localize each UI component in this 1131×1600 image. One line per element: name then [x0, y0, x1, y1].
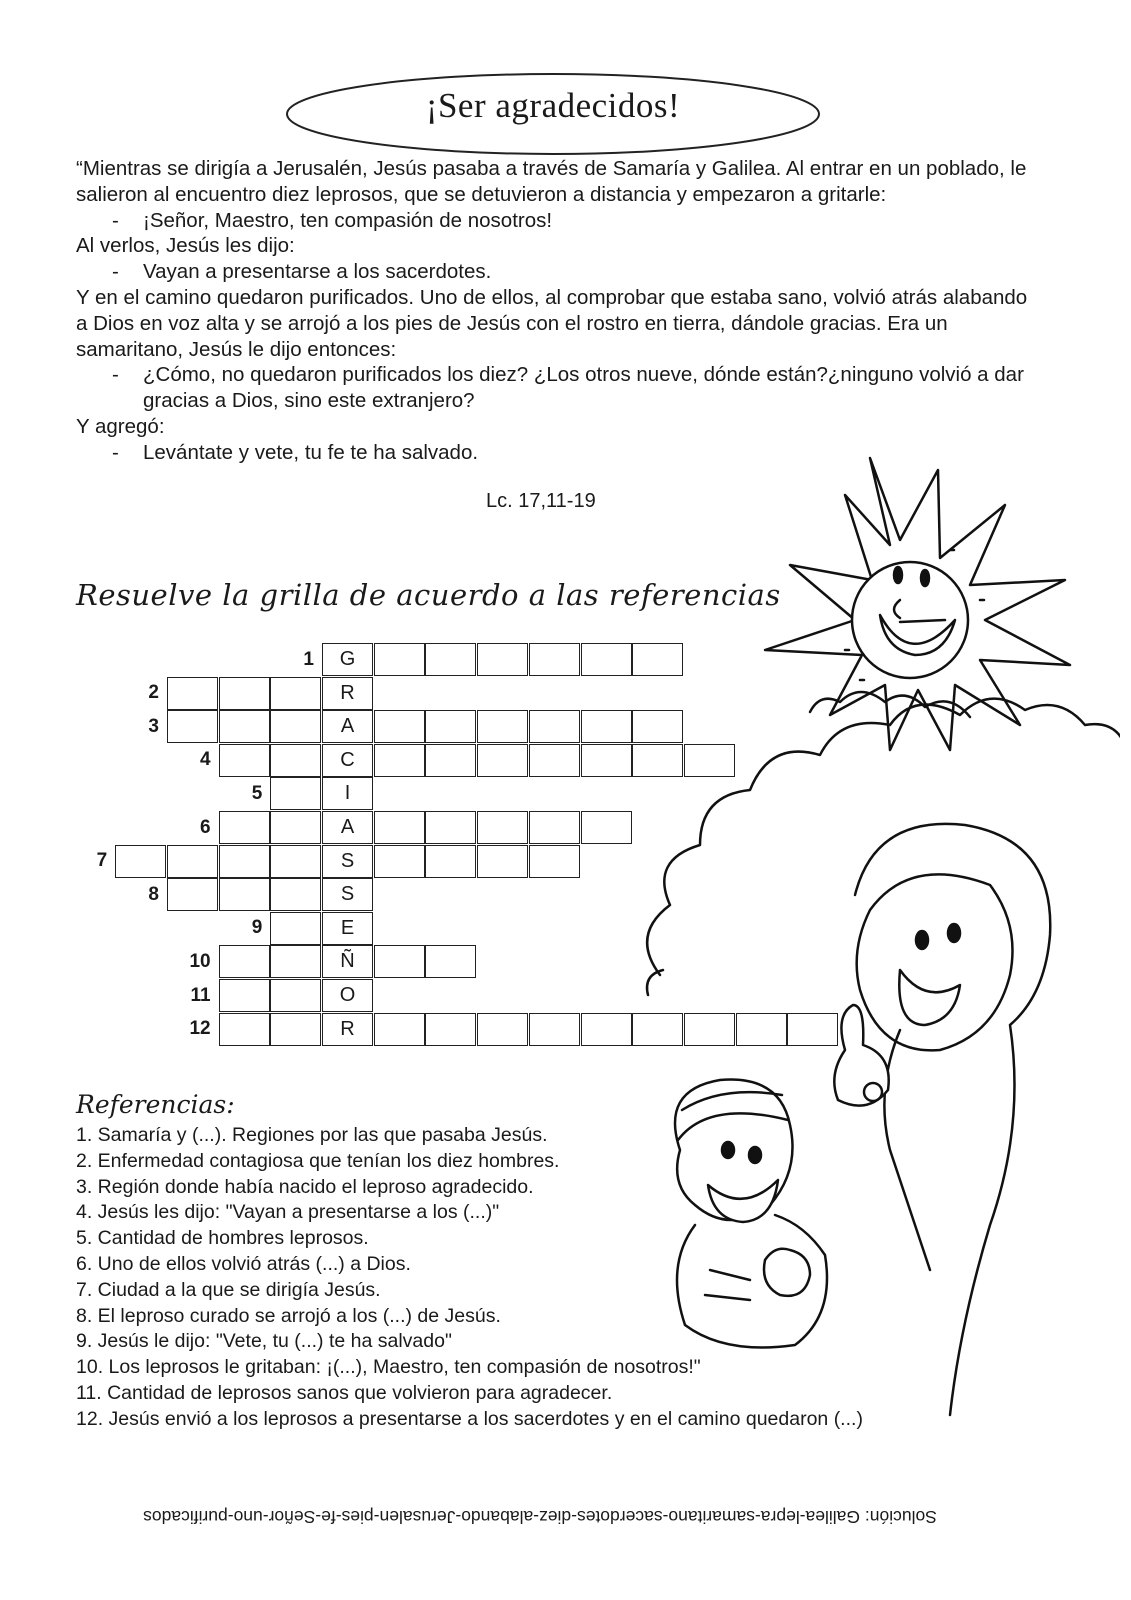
clue-number: 4 [200, 749, 211, 771]
crossword-cell[interactable] [374, 845, 425, 878]
reference-item: 7. Ciudad a la que se dirigía Jesús. [76, 1278, 381, 1301]
crossword-cell[interactable] [270, 777, 321, 810]
crossword-cell[interactable] [425, 811, 476, 844]
crossword-cell[interactable] [374, 945, 425, 978]
clue-number: 1 [303, 648, 314, 670]
crossword-cell[interactable] [270, 878, 321, 911]
quote-text: ¡Señor, Maestro, ten compasión de nosotros! [143, 208, 553, 232]
crossword-cell[interactable] [270, 677, 321, 710]
crossword-cell[interactable] [374, 811, 425, 844]
key-letter-cell: C [322, 744, 373, 777]
reference-item: 2. Enfermedad contagiosa que tenían los diez hombres. [76, 1149, 560, 1172]
crossword-cell[interactable] [374, 643, 425, 676]
crossword-cell[interactable] [219, 811, 270, 844]
crossword-cell[interactable] [529, 643, 580, 676]
clue-number: 5 [251, 782, 263, 804]
crossword-cell[interactable] [167, 677, 218, 710]
crossword-cell[interactable] [632, 643, 683, 676]
clue-number: 12 [189, 1018, 211, 1040]
crossword-cell[interactable] [632, 710, 683, 743]
citation: Lc. 17,11-19 [486, 490, 596, 512]
key-letter-cell: A [322, 710, 373, 743]
crossword-cell[interactable] [219, 677, 270, 710]
reference-item: 3. Región donde había nacido el leproso agradecido. [76, 1175, 534, 1198]
passage-paragraph: Y en el camino quedaron purificados. Uno de ellos, al comprobar que estaba sano, volvió atrás alabando a Dios en voz alta y se arrojó a los pies de Jesús con el rostro en tierra, dándole gracias. Era un samaritano, Jesús le dijo entonces: [76, 285, 1028, 361]
clue-number: 6 [200, 816, 211, 838]
crossword-cell[interactable] [529, 710, 580, 743]
crossword-cell[interactable] [581, 744, 632, 777]
bible-passage [76, 156, 1036, 466]
crossword-cell[interactable] [477, 643, 528, 676]
crossword-cell[interactable] [219, 744, 270, 777]
key-letter-cell: E [322, 912, 373, 945]
crossword-cell[interactable] [529, 1013, 580, 1046]
crossword-cell[interactable] [477, 811, 528, 844]
quote-text: ¿Cómo, no quedaron purificados los diez? ¿Los otros nueve, dónde están?¿ninguno volvió a dar gracias a Dios, sino este extranjero? [143, 363, 1024, 413]
reference-item: 6. Uno de ellos volvió atrás (...) a Dios. [76, 1252, 411, 1275]
crossword-cell[interactable] [477, 744, 528, 777]
dash-marker: - [112, 440, 119, 464]
jesus-figure [834, 824, 1050, 1415]
crossword-cell[interactable] [736, 1013, 787, 1046]
reference-item: 5. Cantidad de hombres leprosos. [76, 1227, 369, 1250]
crossword-cell[interactable] [425, 643, 476, 676]
crossword-cell[interactable] [374, 744, 425, 777]
reference-item: 11. Cantidad de leprosos sanos que volvieron para agradecer. [76, 1381, 613, 1404]
key-letter-cell: A [322, 811, 373, 844]
crossword-cell[interactable] [374, 710, 425, 743]
clue-number: 8 [148, 883, 159, 905]
passage-paragraph: Y agregó: [76, 414, 165, 438]
reference-item: 9. Jesús le dijo: "Vete, tu (...) te ha salvado" [76, 1330, 452, 1353]
crossword-cell[interactable] [632, 1013, 683, 1046]
dash-marker: - [112, 260, 119, 284]
crossword-cell[interactable] [425, 1013, 476, 1046]
clue-number: 7 [96, 850, 108, 872]
crossword-cell[interactable] [581, 710, 632, 743]
crossword-cell[interactable] [167, 845, 218, 878]
crossword-cell[interactable] [219, 710, 270, 743]
passage-quote [76, 208, 1036, 234]
crossword-cell[interactable] [529, 811, 580, 844]
crossword-cell[interactable] [477, 710, 528, 743]
reference-item: 4. Jesús les dijo: "Vayan a presentarse a los (...)" [76, 1201, 500, 1224]
clue-number: 9 [251, 917, 263, 939]
key-letter-cell: S [322, 878, 373, 911]
references-heading: Referencias: [76, 1090, 235, 1119]
crossword-cell[interactable] [374, 1013, 425, 1046]
crossword-cell[interactable] [219, 945, 270, 978]
key-letter-cell: R [322, 1013, 373, 1046]
key-letter-cell: R [322, 677, 373, 710]
clue-number: 11 [190, 984, 211, 1006]
crossword-cell[interactable] [270, 945, 321, 978]
reference-item: 12. Jesús envió a los leprosos a presentarse a los sacerdotes y en el camino quedaron (...) [76, 1407, 863, 1430]
reference-item: 1. Samaría y (...). Regiones por las que pasaba Jesús. [76, 1124, 548, 1146]
quote-text: Vayan a presentarse a los sacerdotes. [143, 260, 492, 284]
crossword-cell[interactable] [219, 878, 270, 911]
quote-text: Levántate y vete, tu fe te ha salvado. [143, 440, 479, 464]
solution-text: Solución: Galilea-lepra-samaritano-sacerdotes-diez-alabando-Jerusalen-pies-fe-Señor-uno-purificados [143, 1507, 937, 1527]
crossword-cell[interactable] [270, 811, 321, 844]
crossword-cell[interactable] [219, 845, 270, 878]
crossword-cell[interactable] [581, 811, 632, 844]
dash-marker: - [112, 208, 119, 232]
passage-quote [76, 362, 1036, 414]
clue-number: 3 [148, 715, 159, 737]
passage-paragraph: Al verlos, Jesús les dijo: [76, 234, 295, 258]
clue-number: 10 [189, 950, 211, 972]
crossword-cell[interactable] [529, 845, 580, 878]
crossword-cell[interactable] [219, 979, 270, 1012]
passage-paragraph: “Mientras se dirigía a Jerusalén, Jesús pasaba a través de Samaría y Galilea. Al entrar en un poblado, le salieron al encuentro diez leprosos, que se detuvieron a distancia y empezaron a gritarle: [76, 157, 1027, 206]
crossword-cell[interactable] [270, 979, 321, 1012]
dash-marker: - [112, 363, 119, 387]
crossword-cell[interactable] [270, 710, 321, 743]
crossword-cell[interactable] [425, 945, 476, 978]
crossword-cell[interactable] [477, 845, 528, 878]
reference-item: 8. El leproso curado se arrojó a los (...) de Jesús. [76, 1304, 501, 1327]
crossword-cell[interactable] [581, 1013, 632, 1046]
key-letter-cell: I [322, 777, 373, 810]
references-list [76, 1123, 863, 1433]
crossword-cell[interactable] [167, 878, 218, 911]
crossword-cell[interactable] [787, 1013, 838, 1046]
crossword-instruction: Resuelve la grilla de acuerdo a las referencias [76, 578, 781, 612]
crossword-cell[interactable] [529, 744, 580, 777]
crossword-cell[interactable] [425, 710, 476, 743]
crossword-cell[interactable] [477, 1013, 528, 1046]
crossword-cell[interactable] [167, 710, 218, 743]
crossword-cell[interactable] [270, 744, 321, 777]
key-letter-cell: G [322, 643, 373, 676]
key-letter-cell: S [322, 845, 373, 878]
crossword-cell[interactable] [219, 1013, 270, 1046]
crossword-cell[interactable] [425, 744, 476, 777]
crossword-cell[interactable] [115, 845, 166, 878]
crossword-cell[interactable] [425, 845, 476, 878]
crossword-cell[interactable] [684, 1013, 735, 1046]
reference-item: 10. Los leprosos le gritaban: ¡(...), Maestro, ten compasión de nosotros!" [76, 1356, 701, 1379]
page-title: ¡Ser agradecidos! [425, 86, 681, 125]
crossword-cell[interactable] [270, 912, 321, 945]
passage-quote [76, 259, 1036, 285]
key-letter-cell: Ñ [322, 945, 373, 978]
crossword-cell[interactable] [270, 1013, 321, 1046]
crossword-cell[interactable] [632, 744, 683, 777]
clue-number: 2 [148, 682, 159, 704]
crossword-cell[interactable] [684, 744, 735, 777]
crossword-cell[interactable] [581, 643, 632, 676]
key-letter-cell: O [322, 979, 373, 1012]
crossword-cell[interactable] [270, 845, 321, 878]
